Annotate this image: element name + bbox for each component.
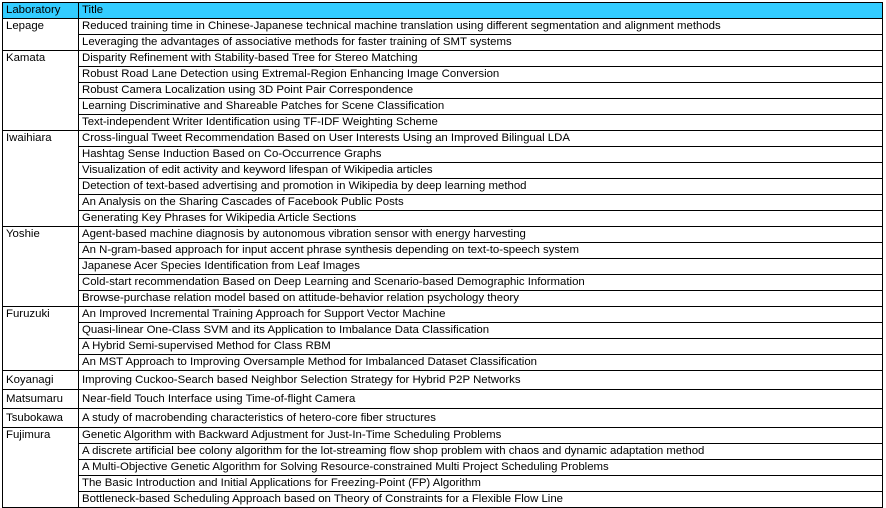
title-cell: Near-field Touch Interface using Time-of-flight Camera <box>79 390 883 409</box>
laboratory-cell <box>3 323 79 339</box>
title-cell: Detection of text-based advertising and promotion in Wikipedia by deep learning method <box>79 179 883 195</box>
laboratory-cell: Tsubokawa <box>3 409 79 428</box>
header-row <box>3 3 883 19</box>
laboratory-cell <box>3 195 79 211</box>
table-row <box>3 51 883 67</box>
table-row <box>3 163 883 179</box>
laboratory-cell <box>3 291 79 307</box>
title-cell: Generating Key Phrases for Wikipedia Article Sections <box>79 211 883 227</box>
table-row <box>3 460 883 476</box>
table-row <box>3 476 883 492</box>
title-cell: Genetic Algorithm with Backward Adjustment for Just-In-Time Scheduling Problems <box>79 428 883 444</box>
laboratory-cell: Matsumaru <box>3 390 79 409</box>
title-cell: A Hybrid Semi-supervised Method for Class RBM <box>79 339 883 355</box>
title-cell: An Analysis on the Sharing Cascades of Facebook Public Posts <box>79 195 883 211</box>
title-cell: Hashtag Sense Induction Based on Co-Occurrence Graphs <box>79 147 883 163</box>
table-row <box>3 147 883 163</box>
title-cell: A discrete artificial bee colony algorithm for the lot-streaming flow shop problem with chaos and dynamic adaptation method <box>79 444 883 460</box>
laboratory-cell <box>3 99 79 115</box>
table-row <box>3 444 883 460</box>
laboratory-cell: Kamata <box>3 51 79 67</box>
title-cell: Robust Camera Localization using 3D Point Pair Correspondence <box>79 83 883 99</box>
table-row <box>3 211 883 227</box>
table-row <box>3 19 883 35</box>
title-cell: The Basic Introduction and Initial Applications for Freezing-Point (FP) Algorithm <box>79 476 883 492</box>
laboratory-cell <box>3 83 79 99</box>
laboratory-cell <box>3 275 79 291</box>
table-row <box>3 179 883 195</box>
title-cell: Improving Cuckoo-Search based Neighbor Selection Strategy for Hybrid P2P Networks <box>79 371 883 390</box>
table-row <box>3 492 883 508</box>
laboratory-cell <box>3 444 79 460</box>
title-cell: A study of macrobending characteristics of hetero-core fiber structures <box>79 409 883 428</box>
table-row <box>3 259 883 275</box>
title-cell: Reduced training time in Chinese-Japanese technical machine translation using different segmentation and alignment methods <box>79 19 883 35</box>
table-row <box>3 99 883 115</box>
table-row <box>3 131 883 147</box>
title-cell: Bottleneck-based Scheduling Approach based on Theory of Constraints for a Flexible Flow Line <box>79 492 883 508</box>
title-cell: Learning Discriminative and Shareable Patches for Scene Classification <box>79 99 883 115</box>
table-row <box>3 390 883 409</box>
table-row <box>3 275 883 291</box>
laboratory-cell <box>3 243 79 259</box>
laboratory-cell <box>3 147 79 163</box>
laboratory-cell <box>3 492 79 508</box>
title-cell: An Improved Incremental Training Approach for Support Vector Machine <box>79 307 883 323</box>
laboratory-cell <box>3 179 79 195</box>
laboratory-cell: Yoshie <box>3 227 79 243</box>
table-row <box>3 227 883 243</box>
header-title: Title <box>79 3 883 19</box>
laboratory-cell <box>3 211 79 227</box>
title-cell: Cold-start recommendation Based on Deep Learning and Scenario-based Demographic Information <box>79 275 883 291</box>
laboratory-cell <box>3 35 79 51</box>
laboratory-cell: Lepage <box>3 19 79 35</box>
table-row <box>3 323 883 339</box>
table-row <box>3 428 883 444</box>
laboratory-cell <box>3 259 79 275</box>
table-row <box>3 115 883 131</box>
laboratory-cell: Koyanagi <box>3 371 79 390</box>
title-cell: Browse-purchase relation model based on attitude-behavior relation psychology theory <box>79 291 883 307</box>
laboratory-title-table <box>2 2 883 508</box>
title-cell: Disparity Refinement with Stability-based Tree for Stereo Matching <box>79 51 883 67</box>
laboratory-cell <box>3 476 79 492</box>
laboratory-cell <box>3 339 79 355</box>
table-row <box>3 83 883 99</box>
title-cell: Leveraging the advantages of associative methods for faster training of SMT systems <box>79 35 883 51</box>
laboratory-cell: Furuzuki <box>3 307 79 323</box>
title-cell: Visualization of edit activity and keyword lifespan of Wikipedia articles <box>79 163 883 179</box>
table-row <box>3 371 883 390</box>
header-laboratory: Laboratory <box>3 3 79 19</box>
title-cell: An N-gram-based approach for input accent phrase synthesis depending on text-to-speech system <box>79 243 883 259</box>
table-row <box>3 307 883 323</box>
laboratory-cell: Iwaihiara <box>3 131 79 147</box>
table-row <box>3 67 883 83</box>
title-cell: An MST Approach to Improving Oversample Method for Imbalanced Dataset Classification <box>79 355 883 371</box>
laboratory-cell <box>3 163 79 179</box>
table-row <box>3 35 883 51</box>
table-row <box>3 243 883 259</box>
laboratory-cell <box>3 460 79 476</box>
table-row <box>3 339 883 355</box>
title-cell: Text-independent Writer Identification using TF-IDF Weighting Scheme <box>79 115 883 131</box>
laboratory-cell <box>3 115 79 131</box>
table-row <box>3 291 883 307</box>
laboratory-cell: Fujimura <box>3 428 79 444</box>
laboratory-cell <box>3 355 79 371</box>
table-row <box>3 355 883 371</box>
title-cell: Robust Road Lane Detection using Extremal-Region Enhancing Image Conversion <box>79 67 883 83</box>
table-row <box>3 409 883 428</box>
title-cell: Agent-based machine diagnosis by autonomous vibration sensor with energy harvesting <box>79 227 883 243</box>
title-cell: A Multi-Objective Genetic Algorithm for Solving Resource-constrained Multi Project Scheduling Problems <box>79 460 883 476</box>
laboratory-cell <box>3 67 79 83</box>
title-cell: Cross-lingual Tweet Recommendation Based on User Interests Using an Improved Bilingual LDA <box>79 131 883 147</box>
title-cell: Quasi-linear One-Class SVM and its Application to Imbalance Data Classification <box>79 323 883 339</box>
title-cell: Japanese Acer Species Identification from Leaf Images <box>79 259 883 275</box>
table-row <box>3 195 883 211</box>
